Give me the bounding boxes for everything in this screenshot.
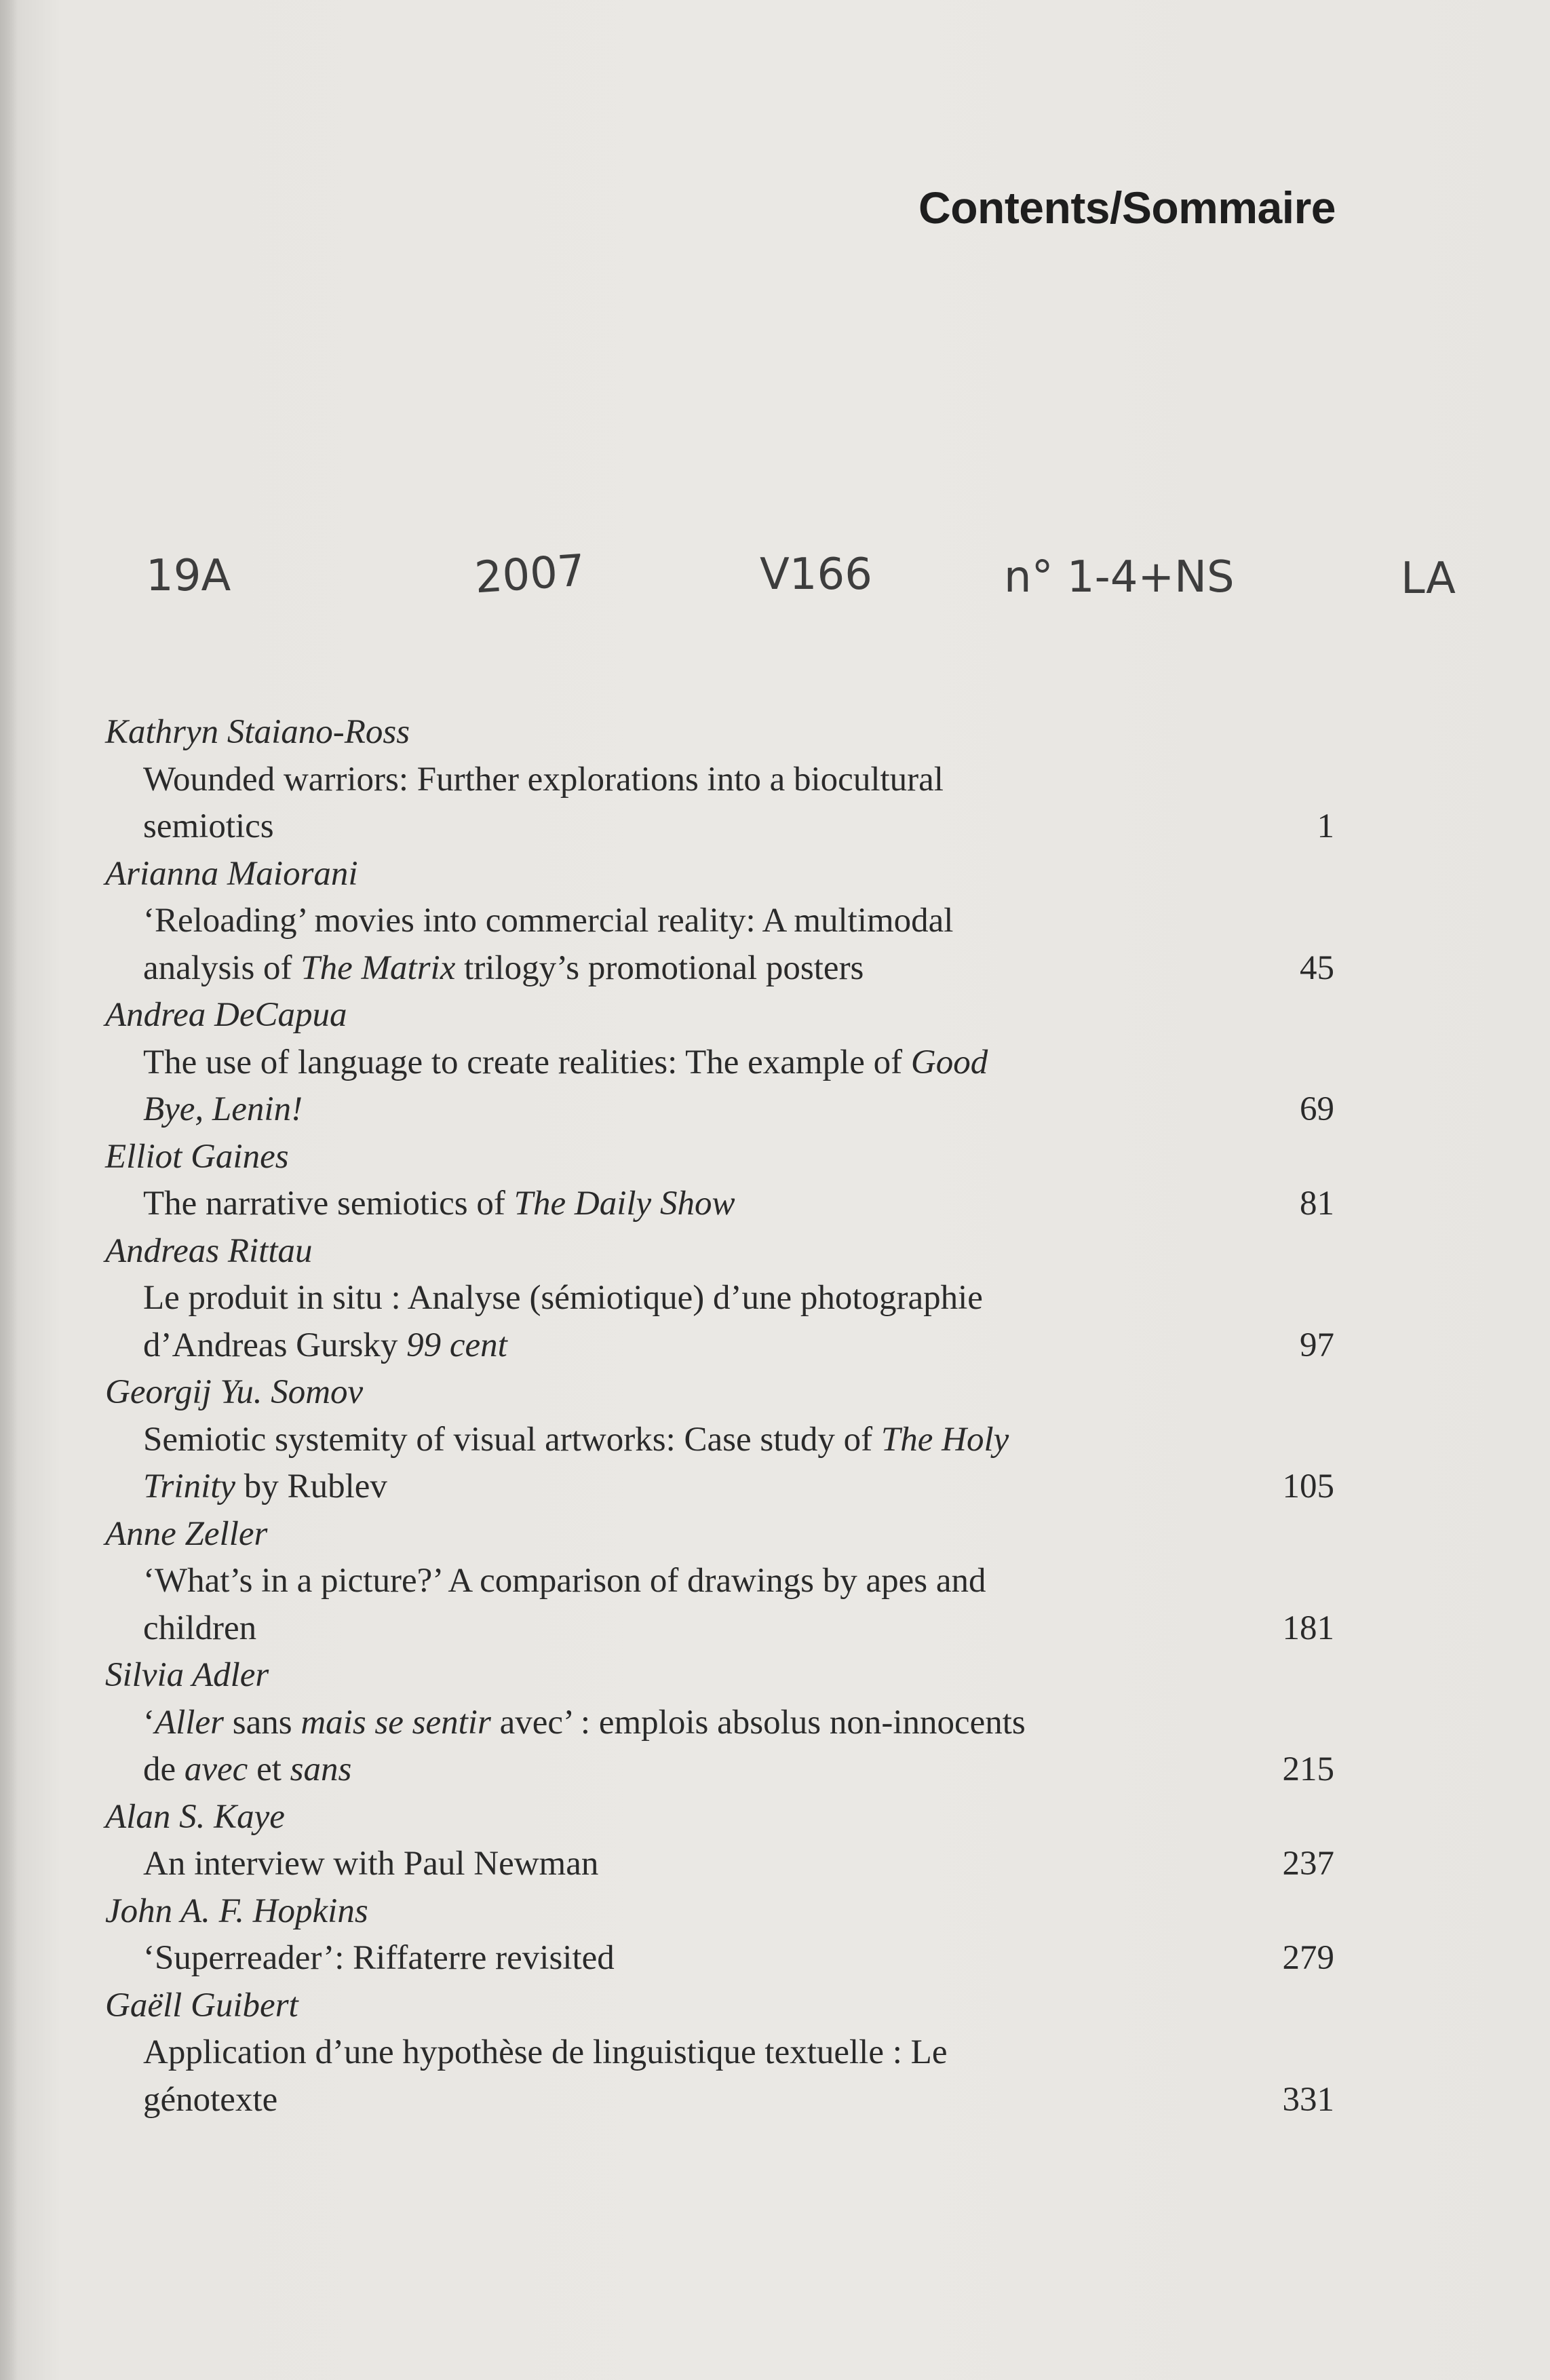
shelfmark-mark: 2007: [473, 545, 587, 604]
entry-title: [143, 2029, 1334, 2124]
entry-title: [143, 1935, 1334, 1982]
title-segment: Semiotic systemity of visual artworks: Case study of: [143, 1420, 881, 1459]
entry-page-number: 237: [1282, 1845, 1334, 1883]
title-segment: ‘Reloading’ movies into commercial reality: A multimodal: [143, 902, 954, 940]
entry-page-number: 215: [1282, 1750, 1334, 1788]
title-segment-italic: 99 cent: [406, 1326, 507, 1364]
entry-author: Arianna Maiorani: [105, 854, 358, 893]
title-line: [143, 1935, 1246, 1982]
title-segment: d’Andreas Gursky: [143, 1326, 407, 1364]
entry-title: [143, 756, 1334, 851]
title-segment: avec’ : emplois absolus non-innocents: [490, 1703, 1026, 1742]
entry-page-number: 97: [1300, 1326, 1334, 1364]
handwritten-shelfmark: [0, 543, 1550, 617]
title-segment-italic: Aller: [154, 1703, 224, 1742]
title-segment: ‘What’s in a picture?’ A comparison of drawings by apes and: [143, 1562, 986, 1600]
shelfmark-mark: 19A: [146, 551, 231, 601]
title-line: [143, 1605, 1246, 1653]
title-segment: by Rublev: [235, 1467, 387, 1505]
entry-title: [143, 1039, 1334, 1134]
title-segment-italic: The Daily Show: [514, 1185, 735, 1223]
title-line: [143, 1086, 1246, 1134]
entry-author: Silvia Adler: [105, 1656, 269, 1694]
entry-author: Elliot Gaines: [105, 1137, 289, 1176]
title-segment: ‘Superreader’: Riffaterre revisited: [143, 1939, 615, 1977]
title-line: [143, 898, 1246, 945]
title-segment-italic: Trinity: [143, 1467, 236, 1505]
entry-page-number: 81: [1300, 1185, 1334, 1223]
entry-page-number: 105: [1282, 1467, 1334, 1505]
title-segment: et: [248, 1750, 290, 1788]
toc-entry: [105, 1982, 1334, 2124]
title-segment: Application d’une hypothèse de linguistique textuelle : Le: [143, 2033, 948, 2071]
entry-title: [143, 1841, 1334, 1888]
shelfmark-mark: V166: [760, 550, 872, 600]
entry-author: Andreas Rittau: [105, 1231, 313, 1270]
entry-page-number: 331: [1282, 2080, 1334, 2119]
title-line: [143, 1417, 1246, 1464]
title-line: [143, 1463, 1246, 1511]
toc-entry: [105, 1369, 1334, 1511]
title-line: [143, 1746, 1246, 1794]
title-segment: ‘: [143, 1703, 155, 1742]
title-line: [143, 756, 1246, 804]
entry-title: [143, 1558, 1334, 1652]
title-line: [143, 1700, 1246, 1747]
toc-entry: [105, 1794, 1334, 1888]
spine-shadow: [0, 0, 18, 2380]
title-line: [143, 2077, 1246, 2124]
entry-page-number: 69: [1300, 1090, 1334, 1128]
entry-title: [143, 1417, 1334, 1511]
title-segment: children: [143, 1609, 257, 1647]
entry-page-number: 1: [1317, 807, 1334, 845]
entry-author: John A. F. Hopkins: [105, 1892, 368, 1930]
entry-page-number: 279: [1282, 1939, 1334, 1977]
title-line: [143, 1181, 1246, 1228]
shelfmark-mark: LA: [1401, 554, 1456, 604]
table-of-contents: [105, 709, 1334, 2124]
title-line: [143, 2029, 1246, 2077]
entry-author: Georgij Yu. Somov: [105, 1373, 364, 1411]
toc-entry: [105, 1511, 1334, 1653]
toc-entry: [105, 1652, 1334, 1794]
entry-author: Alan S. Kaye: [105, 1797, 285, 1836]
title-line: [143, 1275, 1246, 1322]
title-segment-italic: Bye, Lenin!: [143, 1090, 303, 1128]
toc-entry: [105, 992, 1334, 1134]
title-line: [143, 1841, 1246, 1888]
entry-page-number: 45: [1300, 948, 1334, 987]
title-line: [143, 1039, 1246, 1087]
entry-page-number: 181: [1282, 1609, 1334, 1647]
entry-title: [143, 1275, 1334, 1369]
title-segment: analysis of: [143, 948, 301, 987]
shelfmark-mark: n° 1-4+NS: [1004, 552, 1235, 602]
shelfmark-svg: [0, 543, 1550, 617]
title-segment: génotexte: [143, 2080, 278, 2119]
title-segment: semiotics: [143, 807, 274, 845]
entry-title: [143, 1181, 1334, 1228]
contents-heading: Contents/Sommaire: [918, 183, 1336, 233]
title-segment: The narrative semiotics of: [143, 1185, 514, 1223]
entry-author: Andrea DeCapua: [105, 996, 347, 1034]
title-segment: The use of language to create realities: The example of: [143, 1043, 911, 1081]
entry-author: Gaëll Guibert: [105, 1986, 298, 2024]
title-line: [143, 1558, 1246, 1605]
title-segment-italic: sans: [290, 1750, 352, 1788]
entry-author: Anne Zeller: [105, 1514, 268, 1553]
toc-entry: [105, 1134, 1334, 1228]
title-segment-italic: Good: [910, 1043, 988, 1081]
entry-title: [143, 1700, 1334, 1794]
title-segment-italic: mais se sentir: [301, 1703, 491, 1742]
entry-author: Kathryn Staiano-Ross: [105, 713, 410, 751]
title-segment: Wounded warriors: Further explorations into a biocultural: [143, 760, 944, 799]
toc-entry: [105, 851, 1334, 993]
title-segment: trilogy’s promotional posters: [455, 948, 864, 987]
title-line: [143, 945, 1246, 993]
toc-entry: [105, 709, 1334, 851]
title-segment-italic: The Holy: [880, 1420, 1009, 1459]
title-segment-italic: The Matrix: [301, 948, 456, 987]
toc-entry: [105, 1888, 1334, 1982]
title-segment: Le produit in situ : Analyse (sémiotique) d’une photographie: [143, 1279, 983, 1317]
title-line: [143, 803, 1246, 851]
entry-title: [143, 898, 1334, 992]
title-segment: de: [143, 1750, 185, 1788]
title-line: [143, 1322, 1246, 1370]
title-segment: An interview with Paul Newman: [143, 1845, 599, 1883]
title-segment-italic: avec: [184, 1750, 248, 1788]
toc-entry: [105, 1228, 1334, 1370]
title-segment: sans: [223, 1703, 301, 1742]
